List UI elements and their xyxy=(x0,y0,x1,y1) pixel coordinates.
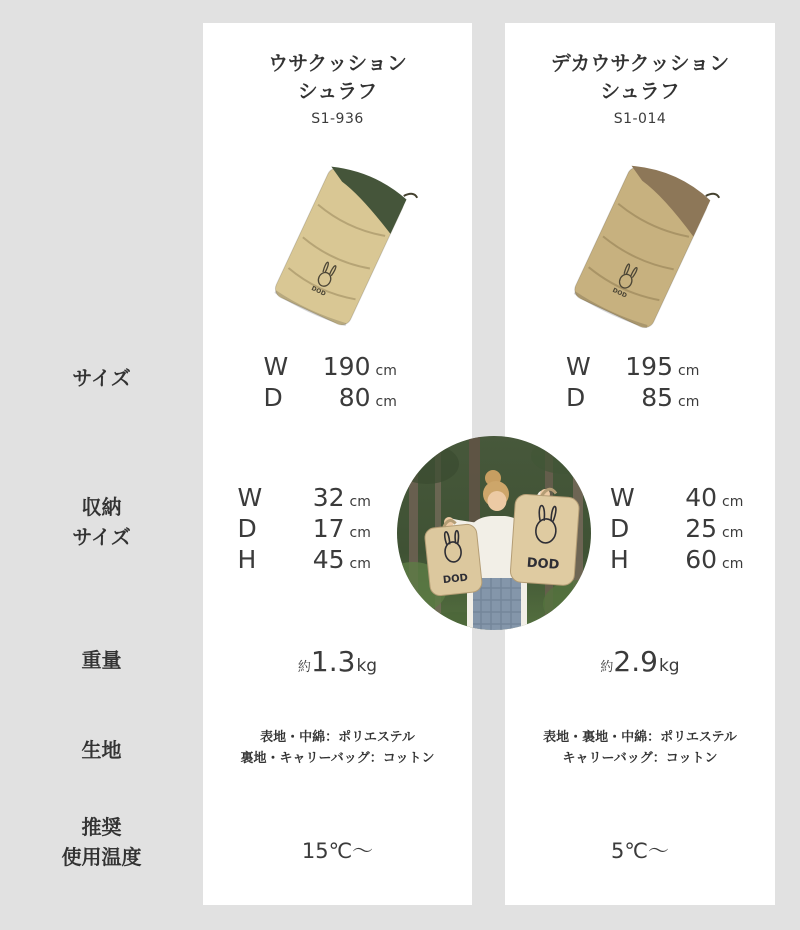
storage-unit: cm xyxy=(722,556,744,572)
weight-unit: kg xyxy=(356,656,378,676)
size-dim: D xyxy=(263,383,283,412)
weight-approx-prefix: 約 xyxy=(600,660,614,675)
dod-logo-text: DOD xyxy=(309,285,327,298)
size-unit: cm xyxy=(375,394,397,410)
weight-unit: kg xyxy=(658,656,680,676)
storage-value: 40 xyxy=(685,483,717,512)
size-value: 80 xyxy=(338,383,371,412)
dod-logo-text: DOD xyxy=(442,572,469,587)
product-photo-1 xyxy=(218,159,458,329)
fabric-line1: 表地・裏地・中綿：ポリエステル xyxy=(543,730,737,745)
size-row xyxy=(264,383,412,414)
size-value: 85 xyxy=(641,383,673,412)
storage-dim: D xyxy=(610,514,630,543)
storage-value: 60 xyxy=(685,545,717,574)
size-values-1 xyxy=(203,352,472,414)
row-label-weight: 重量 xyxy=(81,648,122,672)
storage-row xyxy=(610,483,758,514)
storage-row xyxy=(238,545,386,576)
row-label-storage-line1: 収納 xyxy=(81,495,122,519)
center-photo xyxy=(397,436,591,630)
storage-dim: H xyxy=(237,545,257,574)
fabric-value-2 xyxy=(505,727,775,769)
storage-unit: cm xyxy=(349,494,371,510)
storage-row xyxy=(610,545,758,576)
storage-value: 25 xyxy=(685,514,717,543)
storage-value: 17 xyxy=(312,514,345,543)
row-label-storage-size xyxy=(0,492,203,552)
fabric-line2: キャリーバッグ：コットン xyxy=(562,751,718,766)
storage-value: 45 xyxy=(312,545,345,574)
product-title-1 xyxy=(203,49,472,105)
sleeping-bag-illustration-2 xyxy=(572,159,720,329)
storage-unit: cm xyxy=(722,525,744,541)
row-label-temp-line1: 推奨 xyxy=(81,815,122,839)
row-label-storage-line2: サイズ xyxy=(72,525,131,549)
weight-number: 2.9 xyxy=(613,645,658,678)
weight-number: 1.3 xyxy=(310,645,356,678)
product-model-1: S1-936 xyxy=(311,111,364,127)
size-dim: W xyxy=(566,352,591,381)
dod-logo-text: DOD xyxy=(526,555,560,573)
storage-unit: cm xyxy=(722,494,744,510)
size-row xyxy=(566,352,714,383)
size-row xyxy=(566,383,714,414)
product-title-1-line1: ウサクッション xyxy=(268,51,407,75)
carry-bag-right xyxy=(510,487,580,586)
fabric-value-1 xyxy=(203,727,472,769)
storage-row xyxy=(238,483,386,514)
temperature-value-1: 15℃〜 xyxy=(301,839,374,863)
size-dim: W xyxy=(263,352,289,381)
product-title-2-line2: シュラフ xyxy=(600,79,680,103)
product-model-2: S1-014 xyxy=(613,111,667,127)
forest-photo-illustration xyxy=(397,436,591,630)
carry-bag-left xyxy=(423,518,482,597)
fabric-line2: 裏地・キャリーバッグ：コットン xyxy=(240,751,435,766)
temperature-value-2: 5℃〜 xyxy=(611,839,669,863)
storage-row xyxy=(238,514,386,545)
product-title-1-line2: シュラフ xyxy=(297,79,378,103)
row-label-recommended-temp xyxy=(0,812,203,872)
size-unit: cm xyxy=(678,363,700,379)
size-row xyxy=(264,352,412,383)
weight-value-2 xyxy=(505,645,775,678)
weight-value-1 xyxy=(203,645,472,678)
product-title-2-line1: デカウサクッション xyxy=(550,51,730,75)
storage-value: 32 xyxy=(312,483,345,512)
size-value: 190 xyxy=(322,352,371,381)
row-label-fabric: 生地 xyxy=(81,738,122,762)
weight-approx-prefix: 約 xyxy=(297,660,311,675)
storage-dim: H xyxy=(610,545,629,574)
size-values-2 xyxy=(505,352,775,414)
storage-row xyxy=(610,514,758,545)
size-value: 195 xyxy=(625,352,673,381)
storage-dim: W xyxy=(610,483,635,512)
storage-unit: cm xyxy=(349,525,371,541)
product-photo-2 xyxy=(520,159,760,329)
storage-dim: D xyxy=(237,514,257,543)
row-label-temp-line2: 使用温度 xyxy=(61,845,142,869)
storage-dim: W xyxy=(237,483,263,512)
product-title-2 xyxy=(505,49,775,105)
size-dim: D xyxy=(566,383,586,412)
sleeping-bag-illustration-1 xyxy=(272,159,418,329)
dod-logo-text: DOD xyxy=(611,286,628,300)
storage-unit: cm xyxy=(349,556,371,572)
fabric-line1: 表地・中綿：ポリエステル xyxy=(260,730,415,745)
size-unit: cm xyxy=(375,363,397,379)
row-label-size: サイズ xyxy=(72,366,131,390)
size-unit: cm xyxy=(678,394,700,410)
